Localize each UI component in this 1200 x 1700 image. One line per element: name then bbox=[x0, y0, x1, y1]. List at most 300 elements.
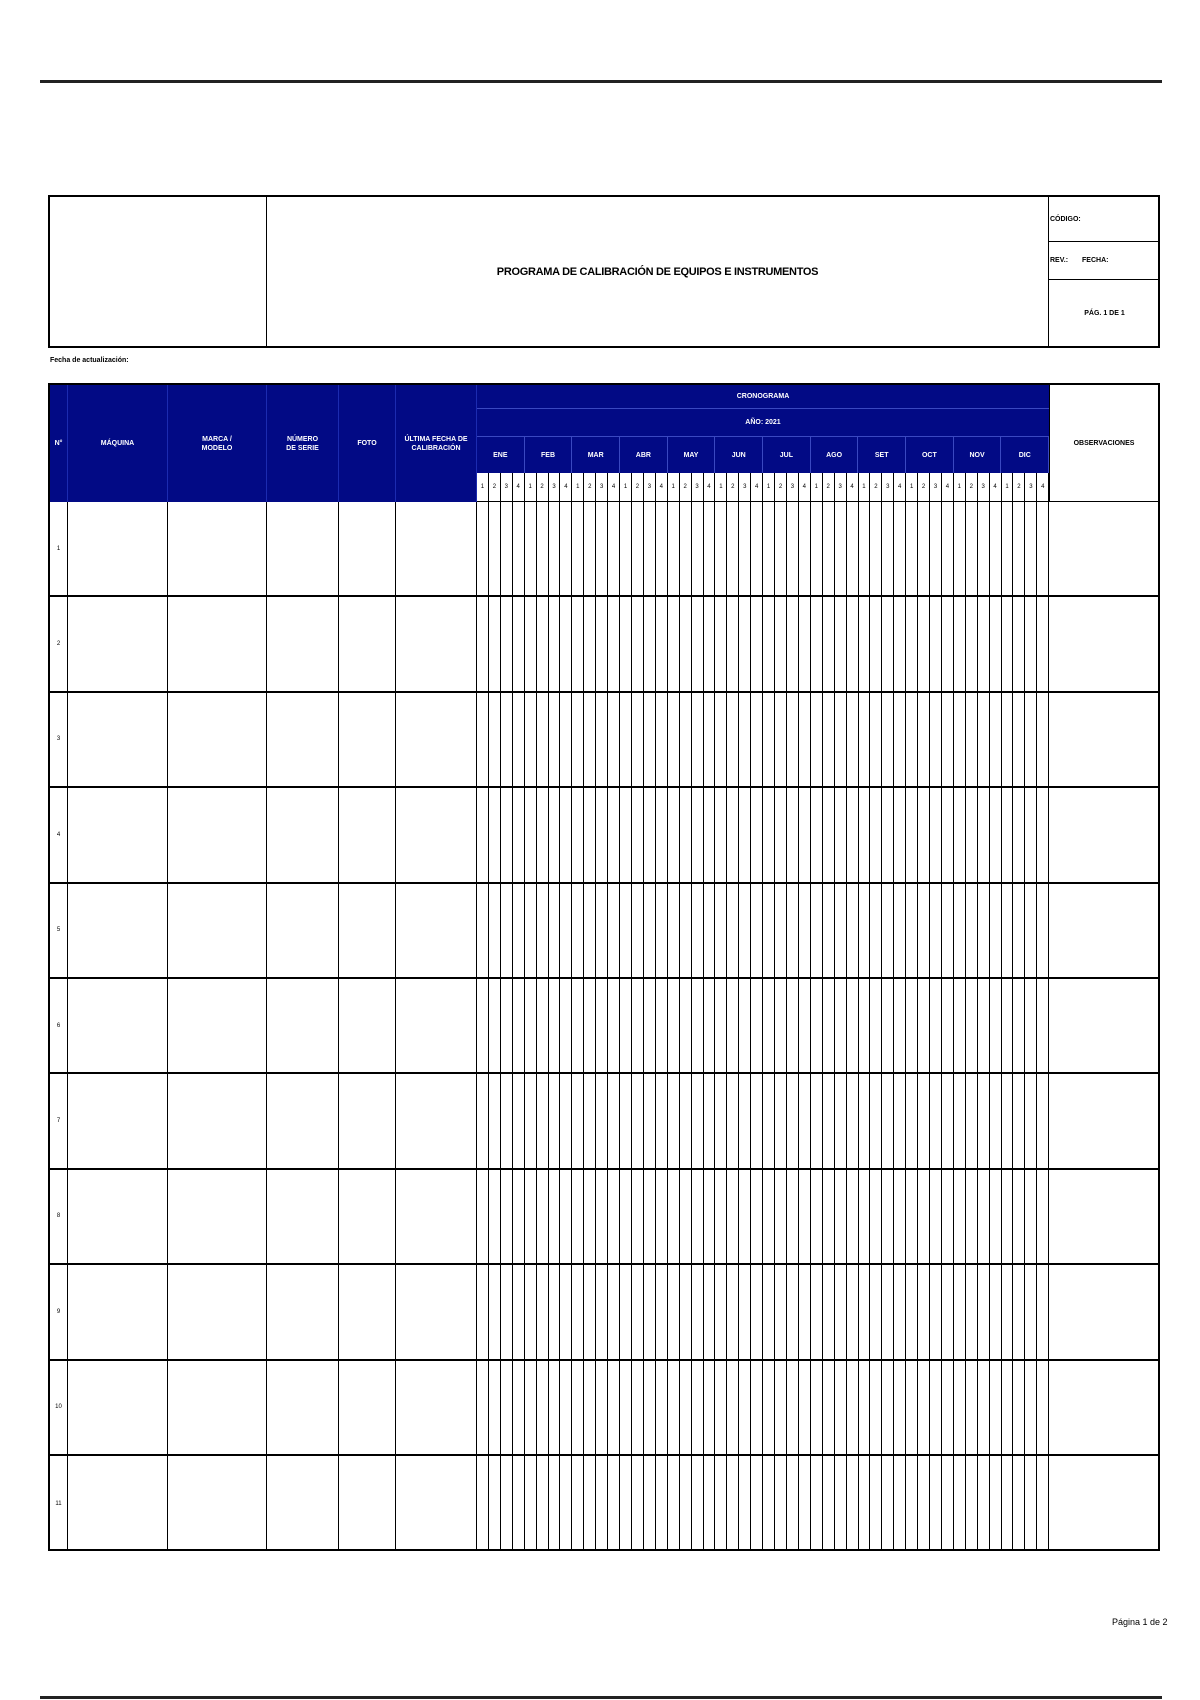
schedule-week-cell[interactable] bbox=[525, 1456, 537, 1551]
schedule-week-cell[interactable] bbox=[835, 502, 847, 595]
schedule-week-cell[interactable] bbox=[811, 1361, 823, 1454]
schedule-week-cell[interactable] bbox=[1002, 693, 1014, 786]
schedule-week-cell[interactable] bbox=[632, 502, 644, 595]
schedule-week-cell[interactable] bbox=[632, 788, 644, 881]
machine-cell[interactable] bbox=[68, 1074, 168, 1167]
schedule-week-cell[interactable] bbox=[489, 979, 501, 1072]
schedule-week-cell[interactable] bbox=[894, 1456, 906, 1551]
schedule-week-cell[interactable] bbox=[692, 1361, 704, 1454]
schedule-week-cell[interactable] bbox=[477, 884, 489, 977]
schedule-week-cell[interactable] bbox=[656, 597, 668, 690]
schedule-week-cell[interactable] bbox=[763, 1456, 775, 1551]
schedule-week-cell[interactable] bbox=[477, 693, 489, 786]
schedule-week-cell[interactable] bbox=[847, 693, 859, 786]
schedule-week-cell[interactable] bbox=[692, 1170, 704, 1263]
schedule-week-cell[interactable] bbox=[751, 884, 763, 977]
schedule-week-cell[interactable] bbox=[799, 1265, 811, 1358]
schedule-week-cell[interactable] bbox=[859, 1074, 871, 1167]
schedule-week-cell[interactable] bbox=[942, 788, 954, 881]
schedule-week-cell[interactable] bbox=[823, 788, 835, 881]
schedule-week-cell[interactable] bbox=[966, 1265, 978, 1358]
schedule-week-cell[interactable] bbox=[584, 979, 596, 1072]
schedule-week-cell[interactable] bbox=[525, 979, 537, 1072]
schedule-week-cell[interactable] bbox=[1013, 1074, 1025, 1167]
schedule-week-cell[interactable] bbox=[656, 1456, 668, 1551]
last-calibration-cell[interactable] bbox=[396, 788, 477, 881]
schedule-week-cell[interactable] bbox=[560, 884, 572, 977]
schedule-week-cell[interactable] bbox=[906, 1361, 918, 1454]
schedule-week-cell[interactable] bbox=[620, 884, 632, 977]
schedule-week-cell[interactable] bbox=[560, 1456, 572, 1551]
schedule-week-cell[interactable] bbox=[692, 1456, 704, 1551]
schedule-week-cell[interactable] bbox=[990, 1074, 1002, 1167]
last-calibration-cell[interactable] bbox=[396, 1456, 477, 1551]
schedule-week-cell[interactable] bbox=[704, 502, 716, 595]
serial-cell[interactable] bbox=[267, 788, 339, 881]
schedule-week-cell[interactable] bbox=[918, 502, 930, 595]
serial-cell[interactable] bbox=[267, 1074, 339, 1167]
schedule-week-cell[interactable] bbox=[692, 979, 704, 1072]
schedule-week-cell[interactable] bbox=[882, 693, 894, 786]
schedule-week-cell[interactable] bbox=[906, 979, 918, 1072]
schedule-week-cell[interactable] bbox=[584, 1456, 596, 1551]
schedule-week-cell[interactable] bbox=[477, 1074, 489, 1167]
observations-cell[interactable] bbox=[1049, 693, 1158, 786]
schedule-week-cell[interactable] bbox=[918, 1074, 930, 1167]
photo-cell[interactable] bbox=[339, 693, 396, 786]
schedule-week-cell[interactable] bbox=[501, 1361, 513, 1454]
schedule-week-cell[interactable] bbox=[775, 502, 787, 595]
schedule-week-cell[interactable] bbox=[537, 979, 549, 1072]
schedule-week-cell[interactable] bbox=[906, 884, 918, 977]
schedule-week-cell[interactable] bbox=[525, 502, 537, 595]
schedule-week-cell[interactable] bbox=[823, 884, 835, 977]
schedule-week-cell[interactable] bbox=[751, 1361, 763, 1454]
schedule-week-cell[interactable] bbox=[537, 1265, 549, 1358]
schedule-week-cell[interactable] bbox=[525, 693, 537, 786]
schedule-week-cell[interactable] bbox=[632, 597, 644, 690]
schedule-week-cell[interactable] bbox=[942, 693, 954, 786]
schedule-week-cell[interactable] bbox=[811, 979, 823, 1072]
schedule-week-cell[interactable] bbox=[763, 1170, 775, 1263]
observations-cell[interactable] bbox=[1049, 788, 1158, 881]
schedule-week-cell[interactable] bbox=[906, 597, 918, 690]
brand-model-cell[interactable] bbox=[168, 884, 267, 977]
schedule-week-cell[interactable] bbox=[859, 693, 871, 786]
schedule-week-cell[interactable] bbox=[823, 1074, 835, 1167]
schedule-week-cell[interactable] bbox=[763, 1074, 775, 1167]
schedule-week-cell[interactable] bbox=[894, 788, 906, 881]
schedule-week-cell[interactable] bbox=[644, 1074, 656, 1167]
schedule-week-cell[interactable] bbox=[727, 1170, 739, 1263]
schedule-week-cell[interactable] bbox=[811, 502, 823, 595]
schedule-week-cell[interactable] bbox=[715, 502, 727, 595]
schedule-week-cell[interactable] bbox=[549, 597, 561, 690]
schedule-week-cell[interactable] bbox=[692, 884, 704, 977]
schedule-week-cell[interactable] bbox=[513, 1361, 525, 1454]
machine-cell[interactable] bbox=[68, 788, 168, 881]
schedule-week-cell[interactable] bbox=[978, 979, 990, 1072]
schedule-week-cell[interactable] bbox=[1013, 1361, 1025, 1454]
schedule-week-cell[interactable] bbox=[632, 979, 644, 1072]
observations-cell[interactable] bbox=[1049, 979, 1158, 1072]
schedule-week-cell[interactable] bbox=[1013, 502, 1025, 595]
schedule-week-cell[interactable] bbox=[870, 597, 882, 690]
schedule-week-cell[interactable] bbox=[811, 788, 823, 881]
schedule-week-cell[interactable] bbox=[477, 597, 489, 690]
schedule-week-cell[interactable] bbox=[489, 1074, 501, 1167]
schedule-week-cell[interactable] bbox=[620, 788, 632, 881]
schedule-week-cell[interactable] bbox=[835, 1170, 847, 1263]
schedule-week-cell[interactable] bbox=[990, 597, 1002, 690]
schedule-week-cell[interactable] bbox=[727, 502, 739, 595]
schedule-week-cell[interactable] bbox=[990, 979, 1002, 1072]
brand-model-cell[interactable] bbox=[168, 1265, 267, 1358]
schedule-week-cell[interactable] bbox=[966, 1456, 978, 1551]
serial-cell[interactable] bbox=[267, 979, 339, 1072]
schedule-week-cell[interactable] bbox=[549, 1361, 561, 1454]
schedule-week-cell[interactable] bbox=[739, 1361, 751, 1454]
schedule-week-cell[interactable] bbox=[1013, 788, 1025, 881]
schedule-week-cell[interactable] bbox=[572, 693, 584, 786]
schedule-week-cell[interactable] bbox=[620, 597, 632, 690]
schedule-week-cell[interactable] bbox=[918, 1170, 930, 1263]
schedule-week-cell[interactable] bbox=[978, 502, 990, 595]
schedule-week-cell[interactable] bbox=[847, 1456, 859, 1551]
schedule-week-cell[interactable] bbox=[930, 502, 942, 595]
schedule-week-cell[interactable] bbox=[549, 1170, 561, 1263]
schedule-week-cell[interactable] bbox=[739, 1074, 751, 1167]
schedule-week-cell[interactable] bbox=[930, 1074, 942, 1167]
schedule-week-cell[interactable] bbox=[715, 884, 727, 977]
schedule-week-cell[interactable] bbox=[596, 597, 608, 690]
machine-cell[interactable] bbox=[68, 1456, 168, 1551]
schedule-week-cell[interactable] bbox=[775, 1074, 787, 1167]
schedule-week-cell[interactable] bbox=[668, 1170, 680, 1263]
schedule-week-cell[interactable] bbox=[823, 1170, 835, 1263]
schedule-week-cell[interactable] bbox=[549, 693, 561, 786]
schedule-week-cell[interactable] bbox=[656, 979, 668, 1072]
schedule-week-cell[interactable] bbox=[835, 979, 847, 1072]
schedule-week-cell[interactable] bbox=[572, 1170, 584, 1263]
schedule-week-cell[interactable] bbox=[572, 1456, 584, 1551]
schedule-week-cell[interactable] bbox=[882, 979, 894, 1072]
schedule-week-cell[interactable] bbox=[942, 1456, 954, 1551]
schedule-week-cell[interactable] bbox=[1025, 597, 1037, 690]
schedule-week-cell[interactable] bbox=[656, 884, 668, 977]
brand-model-cell[interactable] bbox=[168, 1361, 267, 1454]
schedule-week-cell[interactable] bbox=[978, 1265, 990, 1358]
schedule-week-cell[interactable] bbox=[680, 597, 692, 690]
last-calibration-cell[interactable] bbox=[396, 502, 477, 595]
schedule-week-cell[interactable] bbox=[882, 1265, 894, 1358]
schedule-week-cell[interactable] bbox=[608, 1456, 620, 1551]
schedule-week-cell[interactable] bbox=[549, 502, 561, 595]
schedule-week-cell[interactable] bbox=[859, 1361, 871, 1454]
schedule-week-cell[interactable] bbox=[632, 1456, 644, 1551]
schedule-week-cell[interactable] bbox=[751, 1456, 763, 1551]
schedule-week-cell[interactable] bbox=[608, 1361, 620, 1454]
observations-cell[interactable] bbox=[1049, 1265, 1158, 1358]
schedule-week-cell[interactable] bbox=[859, 1456, 871, 1551]
schedule-week-cell[interactable] bbox=[894, 884, 906, 977]
machine-cell[interactable] bbox=[68, 693, 168, 786]
schedule-week-cell[interactable] bbox=[525, 1170, 537, 1263]
schedule-week-cell[interactable] bbox=[978, 1074, 990, 1167]
schedule-week-cell[interactable] bbox=[608, 979, 620, 1072]
schedule-week-cell[interactable] bbox=[501, 979, 513, 1072]
schedule-week-cell[interactable] bbox=[847, 597, 859, 690]
schedule-week-cell[interactable] bbox=[704, 597, 716, 690]
schedule-week-cell[interactable] bbox=[799, 1170, 811, 1263]
serial-cell[interactable] bbox=[267, 1361, 339, 1454]
schedule-week-cell[interactable] bbox=[513, 502, 525, 595]
schedule-week-cell[interactable] bbox=[608, 502, 620, 595]
schedule-week-cell[interactable] bbox=[870, 502, 882, 595]
last-calibration-cell[interactable] bbox=[396, 693, 477, 786]
schedule-week-cell[interactable] bbox=[799, 1361, 811, 1454]
schedule-week-cell[interactable] bbox=[739, 788, 751, 881]
schedule-week-cell[interactable] bbox=[668, 1074, 680, 1167]
schedule-week-cell[interactable] bbox=[644, 979, 656, 1072]
observations-cell[interactable] bbox=[1049, 1074, 1158, 1167]
schedule-week-cell[interactable] bbox=[608, 693, 620, 786]
schedule-week-cell[interactable] bbox=[1002, 884, 1014, 977]
schedule-week-cell[interactable] bbox=[572, 597, 584, 690]
schedule-week-cell[interactable] bbox=[715, 1170, 727, 1263]
schedule-week-cell[interactable] bbox=[954, 788, 966, 881]
schedule-week-cell[interactable] bbox=[990, 1265, 1002, 1358]
last-calibration-cell[interactable] bbox=[396, 884, 477, 977]
brand-model-cell[interactable] bbox=[168, 788, 267, 881]
schedule-week-cell[interactable] bbox=[715, 1456, 727, 1551]
schedule-week-cell[interactable] bbox=[847, 979, 859, 1072]
schedule-week-cell[interactable] bbox=[632, 884, 644, 977]
schedule-week-cell[interactable] bbox=[572, 1265, 584, 1358]
schedule-week-cell[interactable] bbox=[1037, 788, 1049, 881]
schedule-week-cell[interactable] bbox=[525, 1361, 537, 1454]
schedule-week-cell[interactable] bbox=[715, 788, 727, 881]
schedule-week-cell[interactable] bbox=[954, 502, 966, 595]
schedule-week-cell[interactable] bbox=[847, 1265, 859, 1358]
schedule-week-cell[interactable] bbox=[596, 1170, 608, 1263]
schedule-week-cell[interactable] bbox=[489, 1265, 501, 1358]
schedule-week-cell[interactable] bbox=[715, 1265, 727, 1358]
schedule-week-cell[interactable] bbox=[489, 1361, 501, 1454]
schedule-week-cell[interactable] bbox=[620, 1074, 632, 1167]
last-calibration-cell[interactable] bbox=[396, 1074, 477, 1167]
schedule-week-cell[interactable] bbox=[906, 1265, 918, 1358]
schedule-week-cell[interactable] bbox=[894, 1361, 906, 1454]
schedule-week-cell[interactable] bbox=[608, 884, 620, 977]
schedule-week-cell[interactable] bbox=[1025, 884, 1037, 977]
schedule-week-cell[interactable] bbox=[739, 979, 751, 1072]
machine-cell[interactable] bbox=[68, 979, 168, 1072]
last-calibration-cell[interactable] bbox=[396, 1265, 477, 1358]
schedule-week-cell[interactable] bbox=[978, 1361, 990, 1454]
schedule-week-cell[interactable] bbox=[966, 1074, 978, 1167]
schedule-week-cell[interactable] bbox=[680, 1170, 692, 1263]
serial-cell[interactable] bbox=[267, 1265, 339, 1358]
schedule-week-cell[interactable] bbox=[525, 1074, 537, 1167]
schedule-week-cell[interactable] bbox=[811, 1170, 823, 1263]
schedule-week-cell[interactable] bbox=[763, 788, 775, 881]
schedule-week-cell[interactable] bbox=[1013, 979, 1025, 1072]
photo-cell[interactable] bbox=[339, 1361, 396, 1454]
schedule-week-cell[interactable] bbox=[954, 693, 966, 786]
schedule-week-cell[interactable] bbox=[799, 597, 811, 690]
schedule-week-cell[interactable] bbox=[608, 1074, 620, 1167]
schedule-week-cell[interactable] bbox=[501, 502, 513, 595]
schedule-week-cell[interactable] bbox=[787, 884, 799, 977]
schedule-week-cell[interactable] bbox=[501, 1074, 513, 1167]
serial-cell[interactable] bbox=[267, 693, 339, 786]
schedule-week-cell[interactable] bbox=[811, 1456, 823, 1551]
schedule-week-cell[interactable] bbox=[823, 1265, 835, 1358]
schedule-week-cell[interactable] bbox=[727, 1361, 739, 1454]
schedule-week-cell[interactable] bbox=[656, 788, 668, 881]
schedule-week-cell[interactable] bbox=[596, 788, 608, 881]
schedule-week-cell[interactable] bbox=[942, 597, 954, 690]
schedule-week-cell[interactable] bbox=[668, 979, 680, 1072]
schedule-week-cell[interactable] bbox=[584, 788, 596, 881]
observations-cell[interactable] bbox=[1049, 884, 1158, 977]
schedule-week-cell[interactable] bbox=[799, 502, 811, 595]
schedule-week-cell[interactable] bbox=[537, 502, 549, 595]
schedule-week-cell[interactable] bbox=[811, 1074, 823, 1167]
schedule-week-cell[interactable] bbox=[990, 1456, 1002, 1551]
schedule-week-cell[interactable] bbox=[668, 884, 680, 977]
schedule-week-cell[interactable] bbox=[477, 1456, 489, 1551]
schedule-week-cell[interactable] bbox=[560, 1170, 572, 1263]
schedule-week-cell[interactable] bbox=[501, 1265, 513, 1358]
schedule-week-cell[interactable] bbox=[882, 884, 894, 977]
schedule-week-cell[interactable] bbox=[882, 1456, 894, 1551]
schedule-week-cell[interactable] bbox=[680, 788, 692, 881]
schedule-week-cell[interactable] bbox=[787, 597, 799, 690]
schedule-week-cell[interactable] bbox=[620, 1361, 632, 1454]
schedule-week-cell[interactable] bbox=[620, 1170, 632, 1263]
observations-cell[interactable] bbox=[1049, 597, 1158, 690]
schedule-week-cell[interactable] bbox=[763, 1265, 775, 1358]
schedule-week-cell[interactable] bbox=[835, 1456, 847, 1551]
schedule-week-cell[interactable] bbox=[930, 884, 942, 977]
brand-model-cell[interactable] bbox=[168, 979, 267, 1072]
schedule-week-cell[interactable] bbox=[894, 502, 906, 595]
schedule-week-cell[interactable] bbox=[775, 788, 787, 881]
schedule-week-cell[interactable] bbox=[751, 597, 763, 690]
machine-cell[interactable] bbox=[68, 1265, 168, 1358]
schedule-week-cell[interactable] bbox=[560, 1265, 572, 1358]
schedule-week-cell[interactable] bbox=[918, 1265, 930, 1358]
schedule-week-cell[interactable] bbox=[668, 1361, 680, 1454]
schedule-week-cell[interactable] bbox=[489, 1170, 501, 1263]
schedule-week-cell[interactable] bbox=[1025, 693, 1037, 786]
schedule-week-cell[interactable] bbox=[1002, 788, 1014, 881]
schedule-week-cell[interactable] bbox=[882, 1170, 894, 1263]
schedule-week-cell[interactable] bbox=[704, 788, 716, 881]
schedule-week-cell[interactable] bbox=[799, 693, 811, 786]
schedule-week-cell[interactable] bbox=[990, 788, 1002, 881]
schedule-week-cell[interactable] bbox=[1025, 788, 1037, 881]
schedule-week-cell[interactable] bbox=[704, 884, 716, 977]
schedule-week-cell[interactable] bbox=[537, 1170, 549, 1263]
observations-cell[interactable] bbox=[1049, 1456, 1158, 1551]
schedule-week-cell[interactable] bbox=[847, 502, 859, 595]
schedule-week-cell[interactable] bbox=[966, 693, 978, 786]
schedule-week-cell[interactable] bbox=[549, 979, 561, 1072]
schedule-week-cell[interactable] bbox=[680, 884, 692, 977]
schedule-week-cell[interactable] bbox=[513, 693, 525, 786]
schedule-week-cell[interactable] bbox=[1037, 884, 1049, 977]
schedule-week-cell[interactable] bbox=[525, 597, 537, 690]
schedule-week-cell[interactable] bbox=[620, 502, 632, 595]
last-calibration-cell[interactable] bbox=[396, 597, 477, 690]
schedule-week-cell[interactable] bbox=[859, 788, 871, 881]
schedule-week-cell[interactable] bbox=[513, 1170, 525, 1263]
schedule-week-cell[interactable] bbox=[704, 693, 716, 786]
schedule-week-cell[interactable] bbox=[954, 1361, 966, 1454]
observations-cell[interactable] bbox=[1049, 502, 1158, 595]
schedule-week-cell[interactable] bbox=[966, 1170, 978, 1263]
schedule-week-cell[interactable] bbox=[906, 1074, 918, 1167]
schedule-week-cell[interactable] bbox=[942, 979, 954, 1072]
last-calibration-cell[interactable] bbox=[396, 1170, 477, 1263]
serial-cell[interactable] bbox=[267, 1170, 339, 1263]
schedule-week-cell[interactable] bbox=[513, 597, 525, 690]
schedule-week-cell[interactable] bbox=[680, 979, 692, 1072]
schedule-week-cell[interactable] bbox=[489, 788, 501, 881]
schedule-week-cell[interactable] bbox=[966, 597, 978, 690]
schedule-week-cell[interactable] bbox=[918, 1456, 930, 1551]
photo-cell[interactable] bbox=[339, 502, 396, 595]
schedule-week-cell[interactable] bbox=[954, 597, 966, 690]
schedule-week-cell[interactable] bbox=[811, 884, 823, 977]
machine-cell[interactable] bbox=[68, 597, 168, 690]
schedule-week-cell[interactable] bbox=[787, 788, 799, 881]
schedule-week-cell[interactable] bbox=[596, 693, 608, 786]
schedule-week-cell[interactable] bbox=[894, 979, 906, 1072]
schedule-week-cell[interactable] bbox=[930, 1456, 942, 1551]
schedule-week-cell[interactable] bbox=[715, 693, 727, 786]
schedule-week-cell[interactable] bbox=[930, 1170, 942, 1263]
schedule-week-cell[interactable] bbox=[787, 1170, 799, 1263]
schedule-week-cell[interactable] bbox=[596, 1456, 608, 1551]
schedule-week-cell[interactable] bbox=[990, 884, 1002, 977]
schedule-week-cell[interactable] bbox=[656, 1170, 668, 1263]
schedule-week-cell[interactable] bbox=[501, 1170, 513, 1263]
schedule-week-cell[interactable] bbox=[763, 1361, 775, 1454]
schedule-week-cell[interactable] bbox=[1037, 1074, 1049, 1167]
schedule-week-cell[interactable] bbox=[990, 1361, 1002, 1454]
schedule-week-cell[interactable] bbox=[596, 884, 608, 977]
schedule-week-cell[interactable] bbox=[906, 693, 918, 786]
schedule-week-cell[interactable] bbox=[870, 1265, 882, 1358]
schedule-week-cell[interactable] bbox=[847, 884, 859, 977]
schedule-week-cell[interactable] bbox=[978, 597, 990, 690]
schedule-week-cell[interactable] bbox=[918, 597, 930, 690]
schedule-week-cell[interactable] bbox=[572, 1074, 584, 1167]
schedule-week-cell[interactable] bbox=[489, 502, 501, 595]
schedule-week-cell[interactable] bbox=[644, 597, 656, 690]
schedule-week-cell[interactable] bbox=[763, 502, 775, 595]
schedule-week-cell[interactable] bbox=[668, 788, 680, 881]
schedule-week-cell[interactable] bbox=[775, 979, 787, 1072]
schedule-week-cell[interactable] bbox=[787, 1074, 799, 1167]
schedule-week-cell[interactable] bbox=[560, 1361, 572, 1454]
schedule-week-cell[interactable] bbox=[847, 1361, 859, 1454]
schedule-week-cell[interactable] bbox=[859, 597, 871, 690]
